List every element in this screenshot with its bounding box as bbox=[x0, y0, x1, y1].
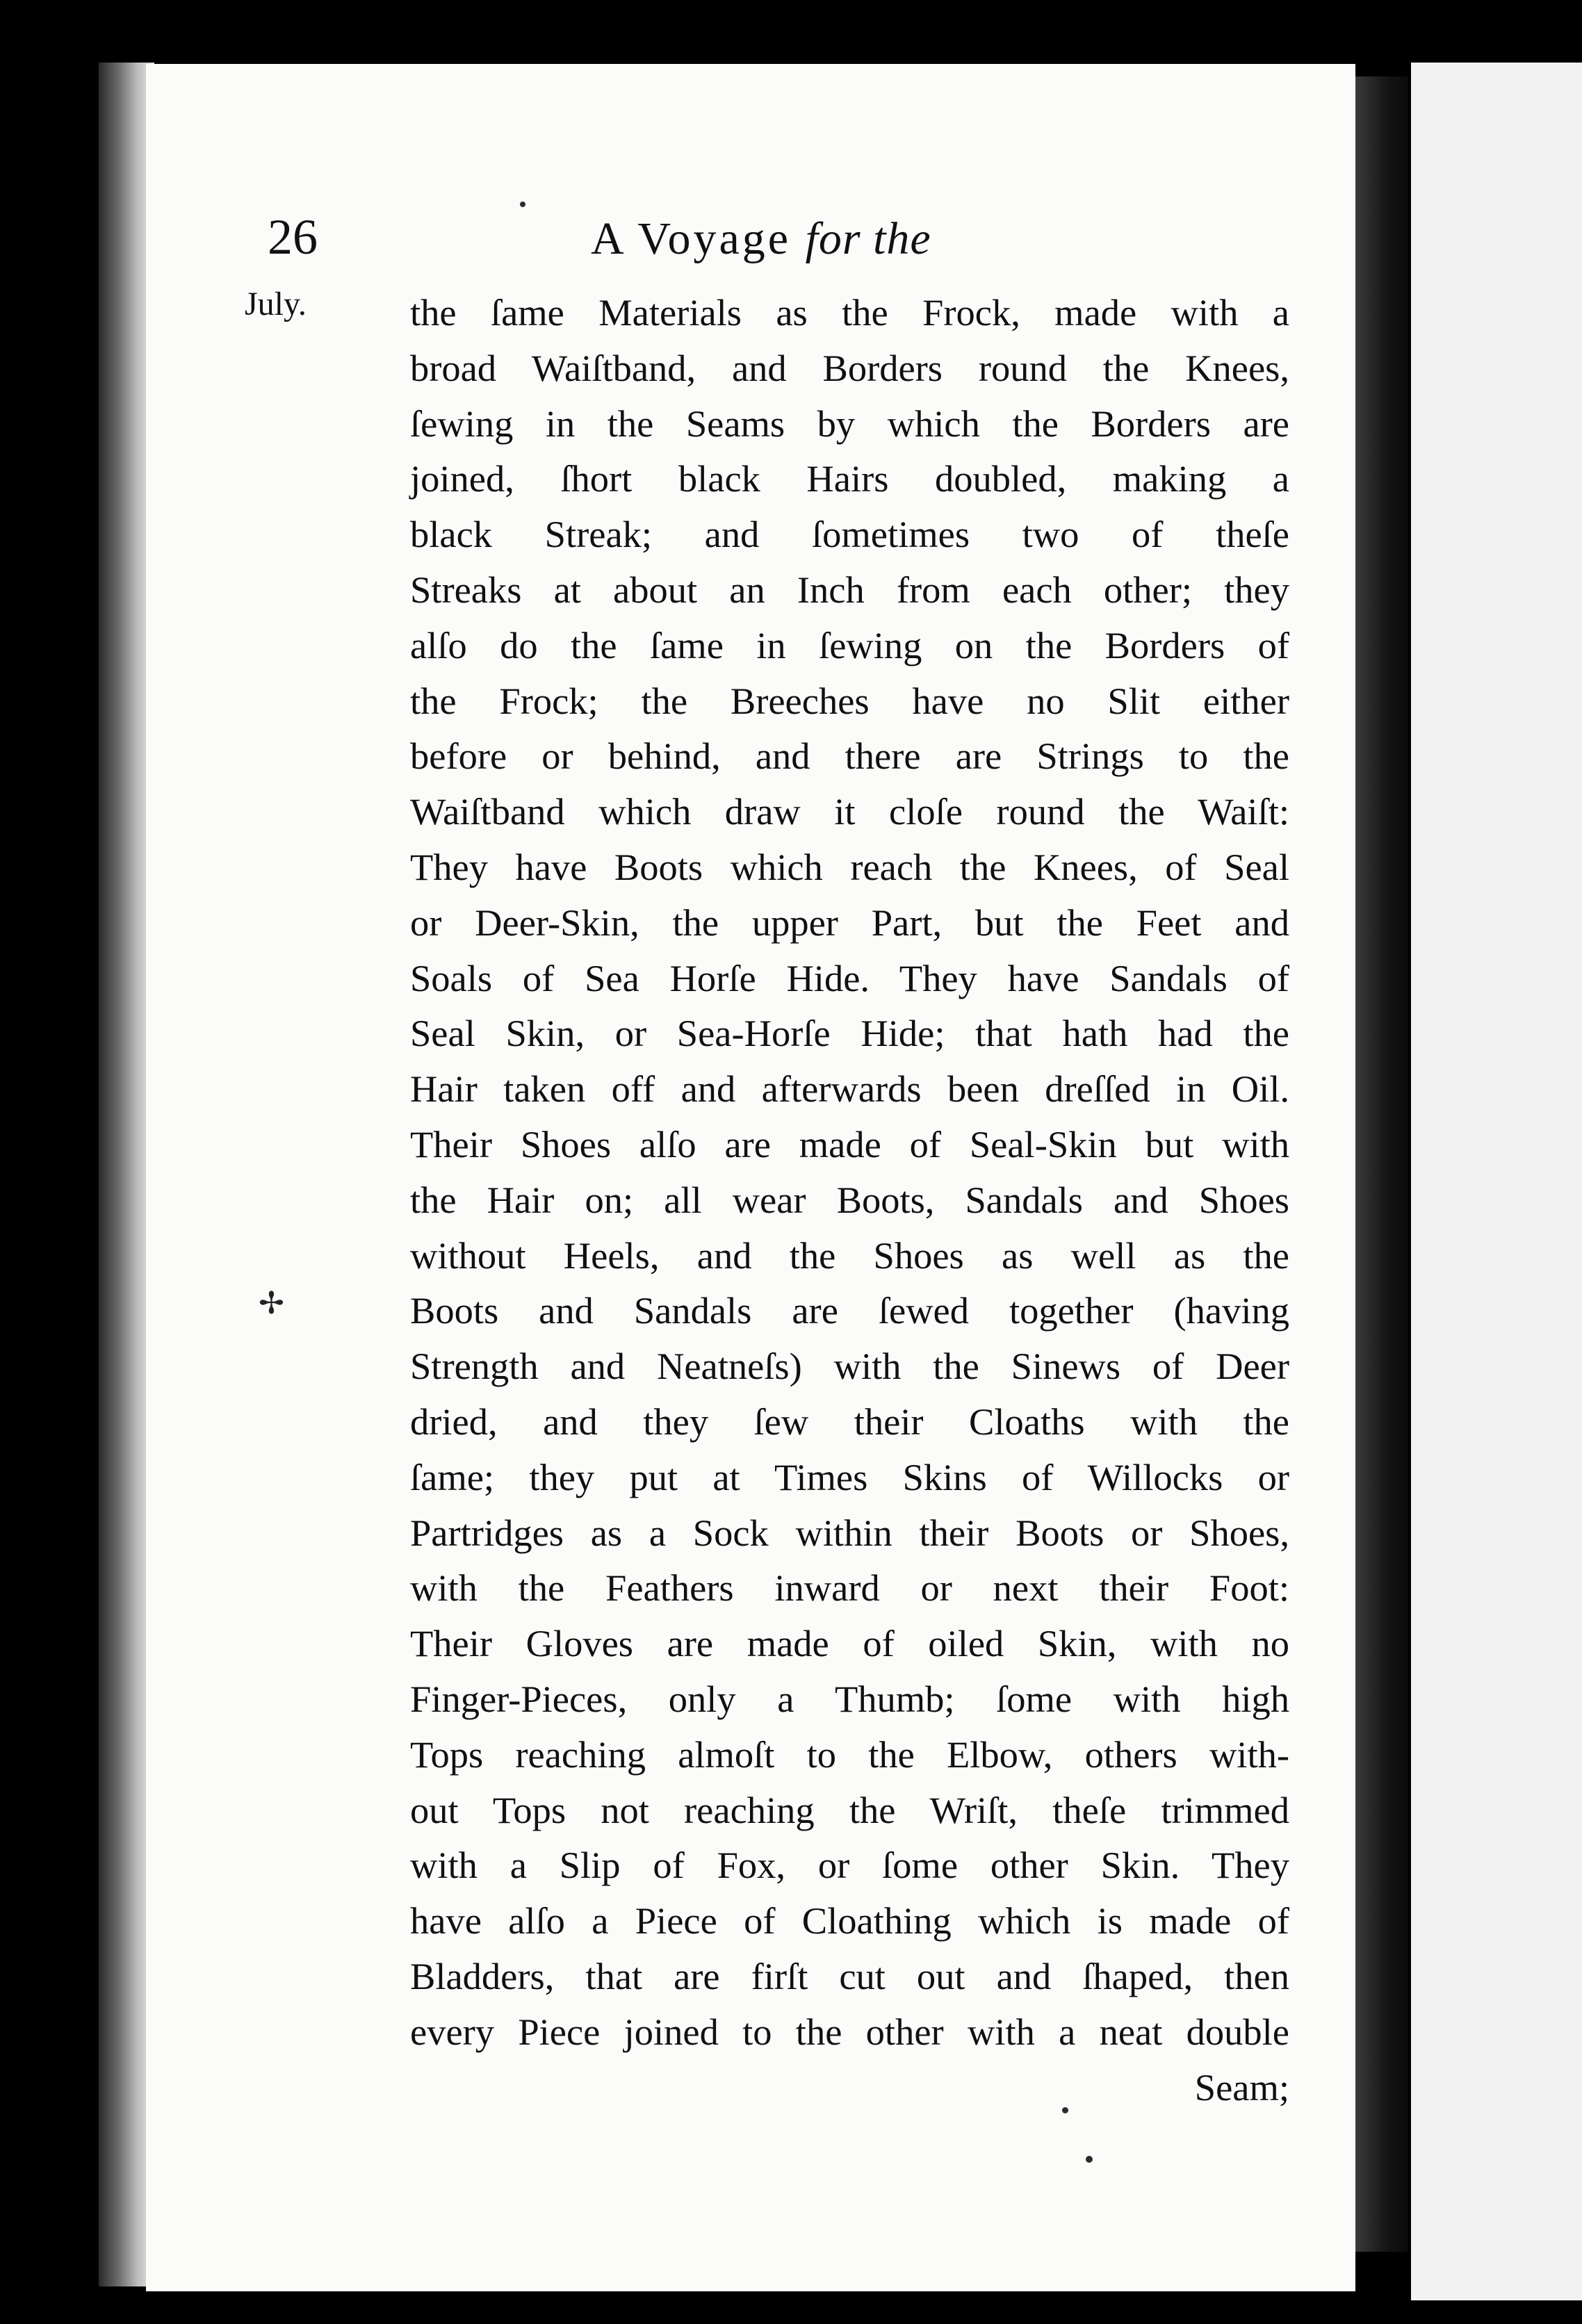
text-line: black Streak; and ſometimes two of theſe bbox=[410, 513, 1289, 556]
text-line: Soals of Sea Horſe Hide. They have Sandals of bbox=[410, 956, 1289, 999]
text-line: the ſame Materials as the Frock, made with a bbox=[410, 291, 1289, 334]
page-header bbox=[0, 208, 1582, 285]
ink-speck bbox=[1086, 2156, 1093, 2163]
text-line: with a Slip of Fox, or ſome other Skin. They bbox=[410, 1844, 1289, 1887]
catchword: Seam; bbox=[1194, 2065, 1289, 2109]
margin-marker-icon: ✢ bbox=[259, 1286, 284, 1321]
text-line: Seal Skin, or Sea-Horſe Hide; that hath had the bbox=[410, 1012, 1289, 1055]
text-line: Tops reaching almoſt to the Elbow, others with- bbox=[410, 1733, 1289, 1776]
text-line: with the Feathers inward or next their Foot: bbox=[410, 1566, 1289, 1610]
margin-date-note: July. bbox=[245, 286, 307, 322]
text-line: Bladders, that are firſt cut out and ſhaped, then bbox=[410, 1954, 1289, 1997]
text-line: the Hair on; all wear Boots, Sandals and Shoes bbox=[410, 1178, 1289, 1221]
text-line: the Frock; the Breeches have no Slit either bbox=[410, 679, 1289, 722]
text-line: Waiſtband which draw it cloſe round the Waiſt: bbox=[410, 790, 1289, 833]
text-line: Their Gloves are made of oiled Skin, with no bbox=[410, 1622, 1289, 1665]
text-line: ſewing in the Seams by which the Borders are bbox=[410, 402, 1289, 445]
text-line: Their Shoes alſo are made of Seal-Skin but with bbox=[410, 1122, 1289, 1165]
running-head bbox=[591, 213, 931, 265]
text-line: Streaks at about an Inch from each other; they bbox=[410, 568, 1289, 611]
text-line: Strength and Neatneſs) with the Sinews of Deer bbox=[410, 1345, 1289, 1388]
text-line: every Piece joined to the other with a neat double bbox=[410, 2010, 1289, 2053]
text-line: before or behind, and there are Strings to the bbox=[410, 735, 1289, 778]
page-edge-shadow bbox=[1355, 76, 1408, 2252]
ink-speck bbox=[520, 202, 525, 207]
text-line: Partridges as a Sock within their Boots or Shoes, bbox=[410, 1511, 1289, 1554]
body-text bbox=[410, 285, 1289, 2115]
text-line: without Heels, and the Shoes as well as the bbox=[410, 1234, 1289, 1277]
text-line: joined, ſhort black Hairs doubled, making a bbox=[410, 457, 1289, 500]
text-line: out Tops not reaching the Wriſt, theſe trimmed bbox=[410, 1788, 1289, 1831]
facing-page-edge bbox=[1411, 63, 1582, 2300]
text-line: dried, and they ſew their Cloaths with the bbox=[410, 1400, 1289, 1443]
text-line: alſo do the ſame in ſewing on the Borders of bbox=[410, 623, 1289, 666]
page-number: 26 bbox=[268, 209, 318, 265]
text-line: or Deer-Skin, the upper Part, but the Feet and bbox=[410, 901, 1289, 944]
running-head-caps: A Voyage bbox=[591, 213, 792, 264]
text-line: have alſo a Piece of Cloathing which is made of bbox=[410, 1899, 1289, 1942]
text-line: broad Waiſtband, and Borders round the Knees, bbox=[410, 346, 1289, 389]
running-head-italic: for the bbox=[805, 213, 931, 264]
text-line: Boots and Sandals are ſewed together (having bbox=[410, 1289, 1289, 1332]
text-line: Hair taken off and afterwards been dreſſed in Oil. bbox=[410, 1067, 1289, 1111]
text-line: Finger-Pieces, only a Thumb; ſome with high bbox=[410, 1677, 1289, 1720]
text-line: ſame; they put at Times Skins of Willocks or bbox=[410, 1455, 1289, 1498]
text-line: They have Boots which reach the Knees, of Seal bbox=[410, 845, 1289, 888]
